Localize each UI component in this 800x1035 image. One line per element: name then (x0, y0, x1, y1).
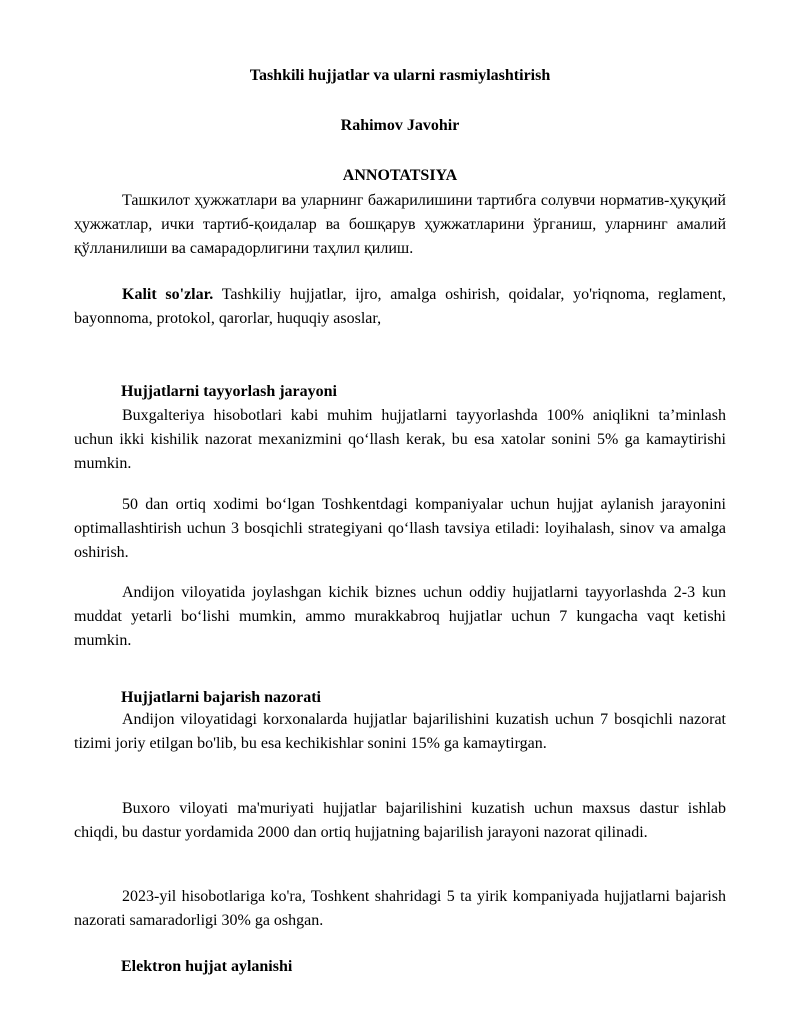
section-paragraph: 2023-yil hisobotlariga ko'ra, Toshkent shahridagi 5 ta yirik kompaniyada hujjatlarni bajarish nazorati samaradorligi 30% ga oshgan. (74, 888, 726, 929)
section-paragraph: 50 dan ortiq xodimi boʻlgan Toshkentdagi kompaniyalar uchun hujjat aylanish jarayonini optimallashtirish uchun 3 bosqichli strategiyani qoʻllash tavsiya etiladi: loyihalash, sinov va amalga oshirish. (74, 496, 726, 561)
author-name: Rahimov Javohir (340, 117, 460, 134)
section-heading-electronic: Elektron hujjat aylanishi (121, 958, 293, 975)
keywords-paragraph (74, 283, 726, 331)
section-paragraph: Andijon viloyatida joylashgan kichik biznes uchun oddiy hujjatlarni tayyorlashda 2-3 kun muddat yetarli boʻlishi mumkin, ammo murakkabroq hujjatlar uchun 7 kungacha vaqt ketishi mumkin. (74, 584, 726, 649)
section-heading-control: Hujjatlarni bajarish nazorati (121, 689, 321, 706)
annotation-heading: ANNOTATSIYA (342, 167, 458, 184)
annotation-text: Ташкилот ҳужжатлари ва уларнинг бажарилишини тартибга солувчи норматив-ҳуқуқий ҳужжатлар, ички тартиб-қоидалар ва бошқарув ҳужжатларини ўрганиш, уларнинг амалий қўлланилиши ва самарадорлигини таҳлил қилиш. (74, 192, 726, 257)
document-title: Tashkili hujjatlar va ularni rasmiylashtirish (249, 67, 551, 84)
section-paragraph: Buxoro viloyati ma'muriyati hujjatlar bajarilishini kuzatish uchun maxsus dastur ishlab chiqdi, bu dastur yordamida 2000 dan ortiq hujjatning bajarilish jarayoni nazorat qilinadi. (74, 800, 726, 841)
section-paragraph: Andijon viloyatidagi korxonalarda hujjatlar bajarilishini kuzatish uchun 7 bosqichli nazorat tizimi joriy etilgan bo'lib, bu esa kechikishlar sonini 15% ga kamaytirgan. (74, 711, 726, 752)
section-paragraph: Buxgalteriya hisobotlari kabi muhim hujjatlarni tayyorlashda 100% aniqlikni taʼminlash uchun ikki kishilik nazorat mexanizmini qoʻllash kerak, bu esa xatolar sonini 5% ga kamaytirishi mumkin. (74, 407, 726, 472)
keywords-text: Tashkiliy hujjatlar, ijro, amalga oshirish, qoidalar, yo'riqnoma, reglament, bayonnoma, protokol, qarorlar, huquqiy asoslar, (74, 286, 727, 327)
section-heading-preparation: Hujjatlarni tayyorlash jarayoni (121, 383, 337, 400)
keywords-label: Kalit so'zlar. (122, 286, 214, 303)
